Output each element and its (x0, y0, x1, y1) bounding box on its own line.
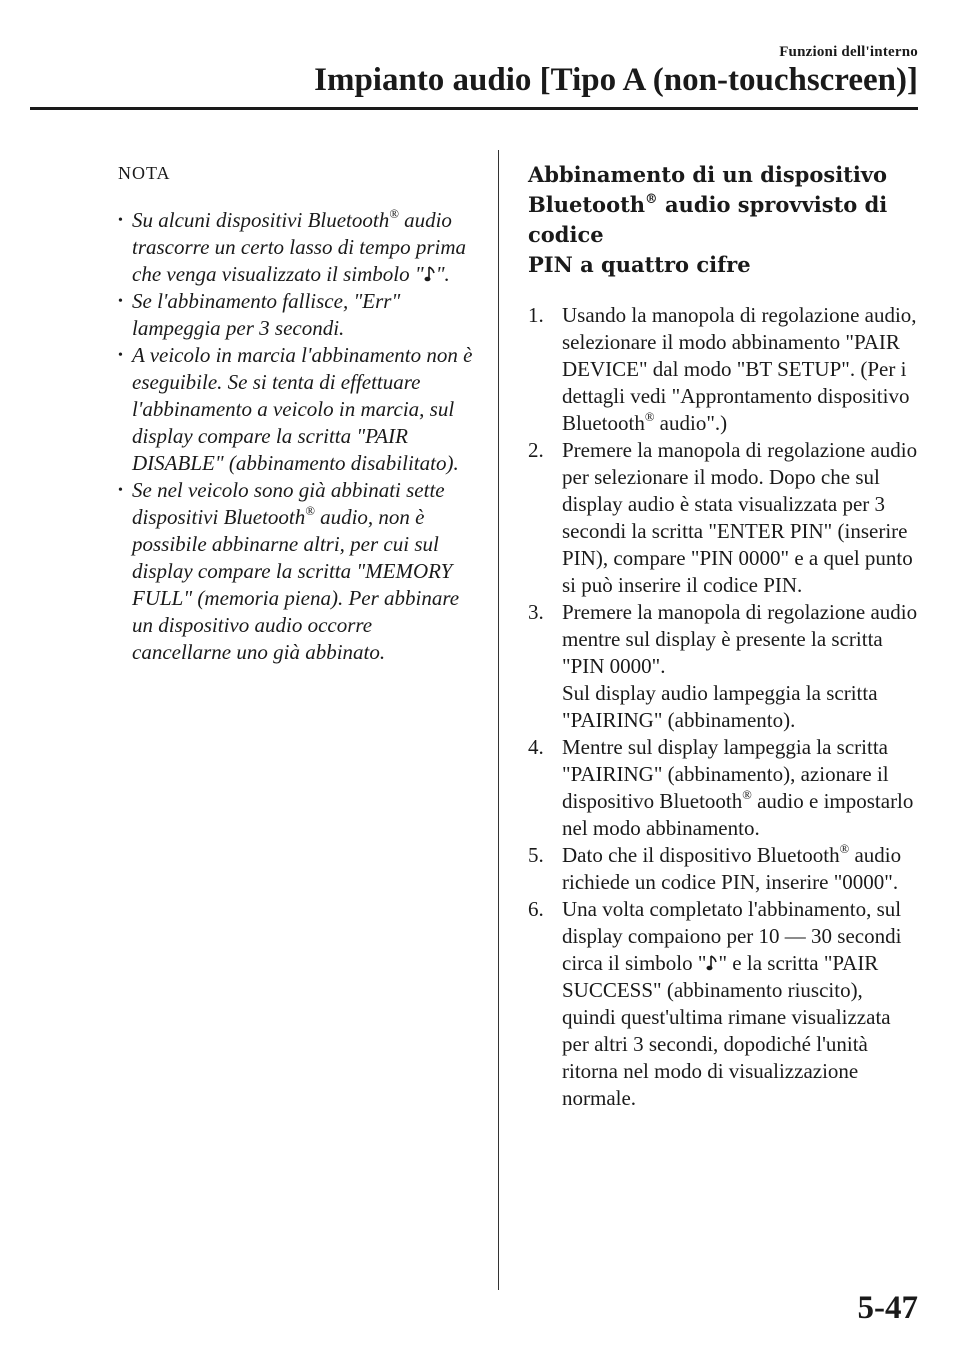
heading-line: PIN a quattro cifre (528, 252, 751, 277)
bullet: • (118, 213, 123, 228)
note-text: audio trascorre un certo lasso di tempo prima che venga visualizzato il simbolo " (132, 208, 467, 286)
note-text: ". (435, 262, 450, 286)
registered-mark: ® (644, 410, 655, 425)
music-note-icon (424, 265, 436, 283)
section-label: Funzioni dell'interno (779, 44, 918, 60)
step-item (528, 599, 918, 734)
step-number: 5. (528, 843, 544, 867)
step-number: 4. (528, 735, 544, 759)
registered-mark: ® (839, 842, 850, 857)
nota-label: NOTA (118, 163, 171, 183)
registered-mark: ® (305, 504, 315, 519)
note-text: A veicolo in marcia l'abbinamento non è eseguibile. Se si tenta di effettuare l'abbinamento a veicolo in marcia, sul display compare la scritta "PAIR DISABLE" (abbinamento disabilitato). (132, 343, 473, 475)
note-item (102, 207, 474, 288)
header-rule (30, 107, 918, 110)
note-item (102, 288, 474, 342)
step-text: Dato che il dispositivo Bluetooth (562, 843, 840, 867)
note-item (102, 477, 474, 666)
step-text: Premere la manopola di regolazione audio mentre sul display è presente la scritta "PIN 0000". (562, 600, 918, 678)
music-note-icon (706, 954, 718, 972)
registered-mark: ® (389, 207, 399, 222)
step-number: 1. (528, 303, 544, 327)
step-item (528, 896, 918, 1112)
step-text: audio richiede un codice PIN, inserire "0000". (562, 843, 902, 894)
note-item (102, 342, 474, 477)
step-number: 2. (528, 438, 544, 462)
step-number: 6. (528, 897, 544, 921)
step-item (528, 302, 918, 437)
step-text: audio".) (654, 411, 728, 435)
heading-text: Bluetooth (528, 192, 646, 217)
bullet: • (118, 483, 123, 498)
step-item (528, 437, 918, 599)
step-text: Mentre sul display lampeggia la scritta "PAIRING" (abbinamento), azionare il dispositivo Bluetooth (562, 735, 889, 813)
step-text: audio e impostarlo nel modo abbinamento. (562, 789, 914, 840)
page-title: Impianto audio [Tipo A (non-touchscreen)] (314, 62, 918, 98)
step-text: Premere la manopola di regolazione audio per selezionare il modo. Dopo che sul display audio è stata visualizzata per 3 secondi la scritta "ENTER PIN" (inserire PIN), compare "PIN 0000" e a quel punto si può inserire il codice PIN. (562, 438, 918, 597)
column-divider (498, 150, 499, 1290)
heading-line (528, 190, 918, 250)
step-text: Una volta completato l'abbinamento, sul display compaiono per 10 — 30 secondi circa il simbolo " (562, 897, 902, 975)
note-text: audio, non è possibile abbinarne altri, per cui sul display compare la scritta "MEMORY FULL" (memoria piena). Per abbinare un dispositivo audio occorre cancellarne uno già abbinato. (132, 505, 460, 664)
left-column (102, 160, 474, 666)
step-item (528, 734, 918, 842)
note-text: Su alcuni dispositivi Bluetooth (132, 208, 390, 232)
step-text: " e la scritta "PAIR SUCCESS" (abbinamento riuscito), quindi quest'ultima rimane visualizzata per altri 3 secondi, dopodiché l'unità ritorna nel modo di visualizzazione normale. (562, 951, 891, 1110)
bullet: • (118, 294, 123, 309)
page-number: 5-47 (857, 1290, 918, 1326)
heading-line: Abbinamento di un dispositivo (528, 162, 888, 187)
step-number: 3. (528, 600, 544, 624)
bullet: • (118, 348, 123, 363)
right-column (528, 160, 918, 1112)
step-text: Sul display audio lampeggia la scritta "PAIRING" (abbinamento). (562, 681, 878, 732)
step-text: Usando la manopola di regolazione audio, selezionare il modo abbinamento "PAIR DEVICE" dal modo "BT SETUP". (Per i dettagli vedi "Approntamento dispositivo Bluetooth (562, 303, 917, 435)
note-text: Se l'abbinamento fallisce, "Err" lampeggia per 3 secondi. (132, 289, 401, 340)
registered-mark: ® (645, 191, 658, 207)
section-heading (528, 160, 918, 280)
note-text: Se nel veicolo sono già abbinati sette dispositivi Bluetooth (132, 478, 445, 529)
registered-mark: ® (742, 788, 752, 803)
step-item (528, 842, 918, 896)
heading-text: audio sprovvisto di codice (528, 192, 888, 247)
